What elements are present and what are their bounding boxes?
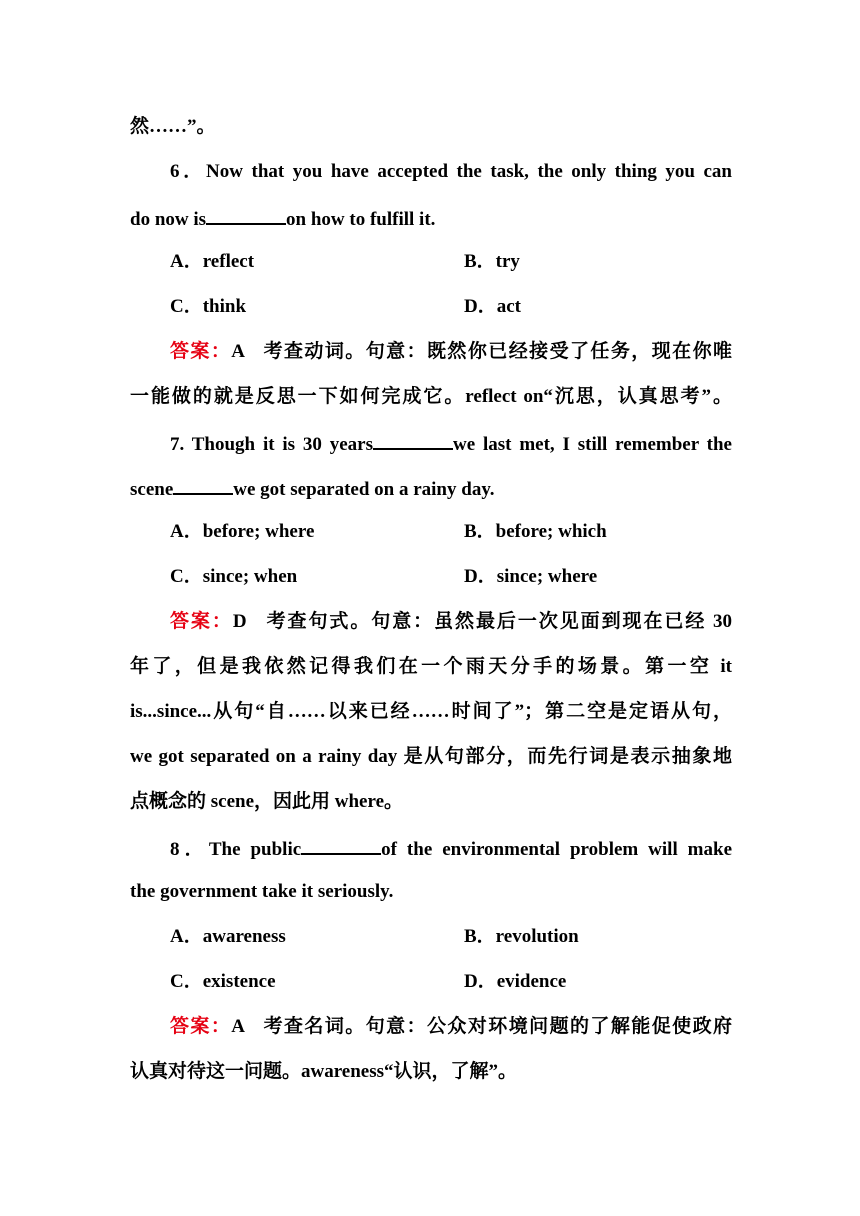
q7-answer-line1: 答案：D 考查句式。句意：虽然最后一次见面到现在已经 30 (170, 611, 732, 632)
option-c: C．existence (170, 971, 276, 992)
q8-options-row2 (170, 970, 732, 994)
q6-answer-line1: 答案：A 考查动词。句意：既然你已经接受了任务，现在你唯 (170, 341, 732, 362)
q6-stem-line1: 6．Now that you have accepted the task, the only thing you can (170, 161, 732, 182)
option-c: C．think (170, 296, 247, 317)
q6-options-row1 (170, 250, 732, 274)
q7-answer-line3: is...since...从句“自……以来已经……时间了”；第二空是定语从句， (130, 701, 732, 722)
answer-letter: A (231, 341, 246, 362)
answer-letter: A (231, 1016, 246, 1037)
option-d: D．since; where (464, 566, 598, 587)
option-d: D．act (464, 296, 521, 317)
q8-options-row1 (170, 925, 732, 949)
option-b: B．before; which (464, 521, 607, 542)
option-d: D．evidence (464, 971, 567, 992)
q7-options-row2 (170, 565, 732, 589)
q6-stem-line2: do now is on how to fulfill it. (130, 205, 732, 232)
q6-options-row2 (170, 295, 732, 319)
q7-options-row1 (170, 520, 732, 544)
option-b: B．try (464, 251, 520, 272)
q8-answer-line1: 答案：A 考查名词。句意：公众对环境问题的了解能促使政府 (170, 1016, 732, 1037)
answer-blank (301, 835, 381, 855)
continued-line: 然……”。 (130, 116, 216, 137)
q7-stem-line2: scene we got separated on a rainy day. (130, 475, 732, 502)
option-c: C．since; when (170, 566, 298, 587)
option-a: A．awareness (170, 926, 286, 947)
q8-stem-line1: 8．The public of the environmental problem will make (170, 835, 732, 862)
answer-label: 答案： (170, 341, 232, 362)
q7-answer-line5: 点概念的 scene，因此用 where。 (130, 791, 404, 812)
answer-blank (206, 205, 286, 225)
answer-label: 答案： (170, 611, 233, 632)
q7-answer-line2: 年了，但是我依然记得我们在一个雨天分手的场景。第一空 it (130, 656, 732, 677)
q7-answer-line4: we got separated on a rainy day 是从句部分，而先行词是表示抽象地 (130, 746, 732, 767)
answer-blank (373, 430, 453, 450)
answer-label: 答案： (170, 1016, 232, 1037)
answer-blank (173, 475, 233, 495)
option-a: A．reflect (170, 251, 255, 272)
q8-stem-line2: the government take it seriously. (130, 881, 394, 902)
q7-stem-line1: 7. Though it is 30 years we last met, I still remember the (170, 430, 732, 457)
q8-answer-line2: 认真对待这一问题。awareness“认识，了解”。 (130, 1061, 518, 1082)
option-b: B．revolution (464, 926, 579, 947)
q6-answer-line2: 一能做的就是反思一下如何完成它。reflect on“沉思，认真思考”。 (130, 386, 732, 407)
answer-letter: D (232, 611, 247, 632)
option-a: A．before; where (170, 521, 315, 542)
